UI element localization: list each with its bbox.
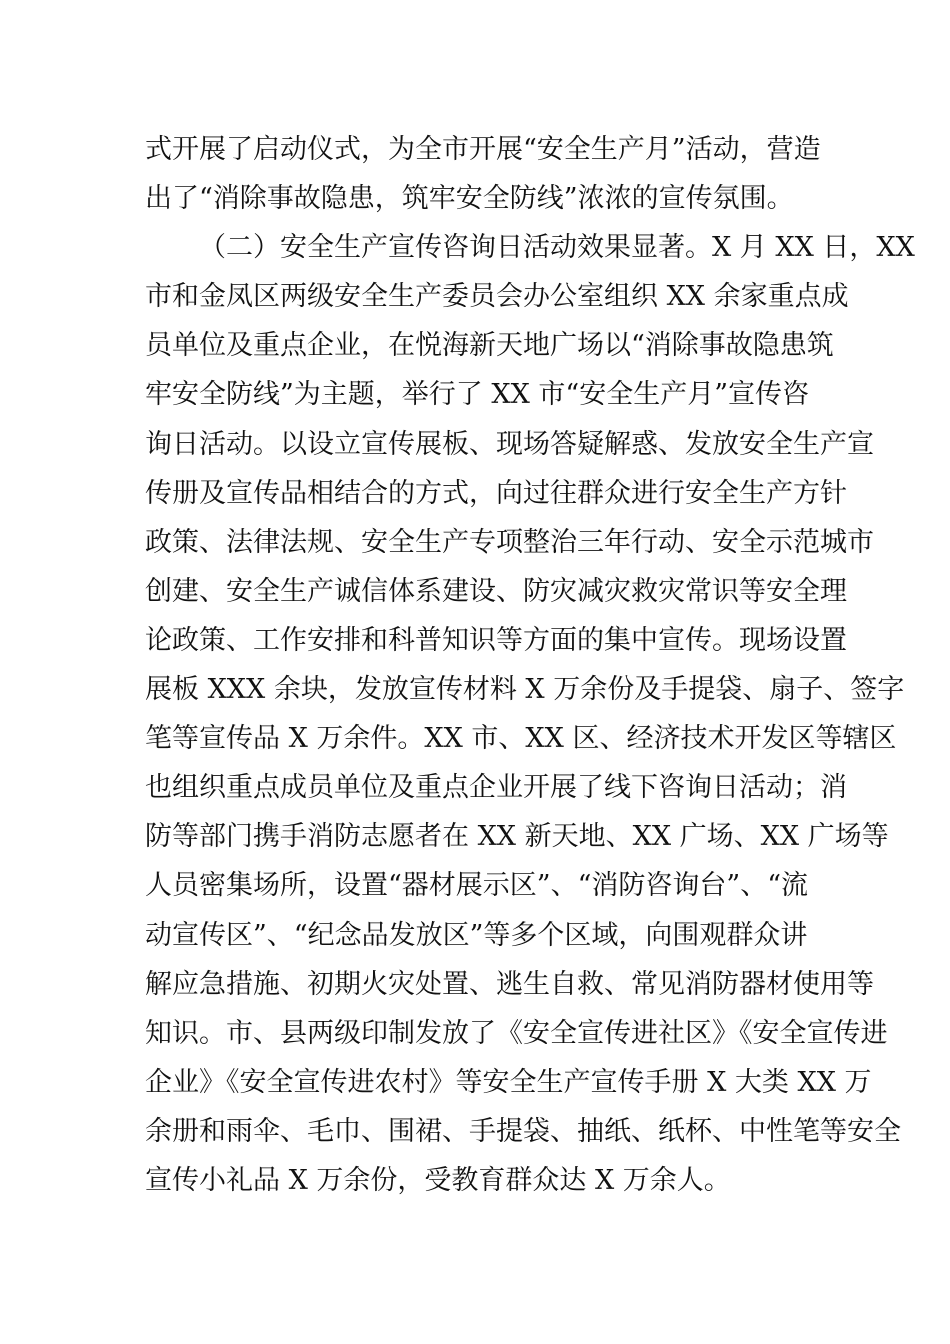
text-line: 出了“消除事故隐患，筑牢安全防线”浓浓的宣传氛围。 <box>145 183 794 215</box>
text-line: 防等部门携手消防志愿者在 XX 新天地、XX 广场、XX 广场等 <box>145 821 889 853</box>
text-line: 企业》《安全宣传进农村》等安全生产宣传手册 X 大类 XX 万 <box>145 1066 872 1098</box>
text-line: 市和金凤区两级安全生产委员会办公室组织 XX 余家重点成 <box>145 281 849 313</box>
body-text <box>145 125 915 1205</box>
text-line: 创建、安全生产诚信体系建设、防灾减灾救灾常识等安全理 <box>145 575 847 607</box>
text-line: 式开展了启动仪式，为全市开展“安全生产月”活动，营造 <box>145 134 821 165</box>
text-line: 人员密集场所，设置“器材展示区”、“消防咨询台”、“流 <box>145 870 809 902</box>
text-line: 询日活动。以设立宣传展板、现场答疑解惑、发放安全生产宣 <box>145 428 874 460</box>
text-line: 牢安全防线”为主题，举行了 XX 市“安全生产月”宣传咨 <box>145 379 810 411</box>
text-line: 展板 XXX 余块，发放宣传材料 X 万余份及手提袋、扇子、签字 <box>145 674 905 706</box>
text-line: 也组织重点成员单位及重点企业开展了线下咨询日活动；消 <box>145 772 847 804</box>
text-line: 余册和雨伞、毛巾、围裙、手提袋、抽纸、纸杯、中性笔等安全 <box>145 1115 901 1147</box>
text-line: 政策、法律法规、安全生产专项整治三年行动、安全示范城市 <box>145 526 874 558</box>
text-line: 解应急措施、初期火灾处置、逃生自救、常见消防器材使用等 <box>145 968 874 1000</box>
text-line: 笔等宣传品 X 万余件。XX 市、XX 区、经济技术开发区等辖区 <box>145 723 897 755</box>
section-heading-line: （二）安全生产宣传咨询日活动效果显著。X 月 XX 日，XX <box>199 232 915 264</box>
text-line: 传册及宣传品相结合的方式，向过往群众进行安全生产方针 <box>145 477 847 509</box>
text-line: 知识。市、县两级印制发放了《安全宣传进社区》《安全宣传进 <box>145 1017 888 1049</box>
text-line: 宣传小礼品 X 万余份，受教育群众达 X 万余人。 <box>145 1164 731 1196</box>
text-line: 员单位及重点企业，在悦海新天地广场以“消除事故隐患筑 <box>145 330 834 362</box>
text-line: 论政策、工作安排和科普知识等方面的集中宣传。现场设置 <box>145 624 847 656</box>
text-line: 动宣传区”、“纪念品发放区”等多个区域，向围观群众讲 <box>145 919 808 951</box>
